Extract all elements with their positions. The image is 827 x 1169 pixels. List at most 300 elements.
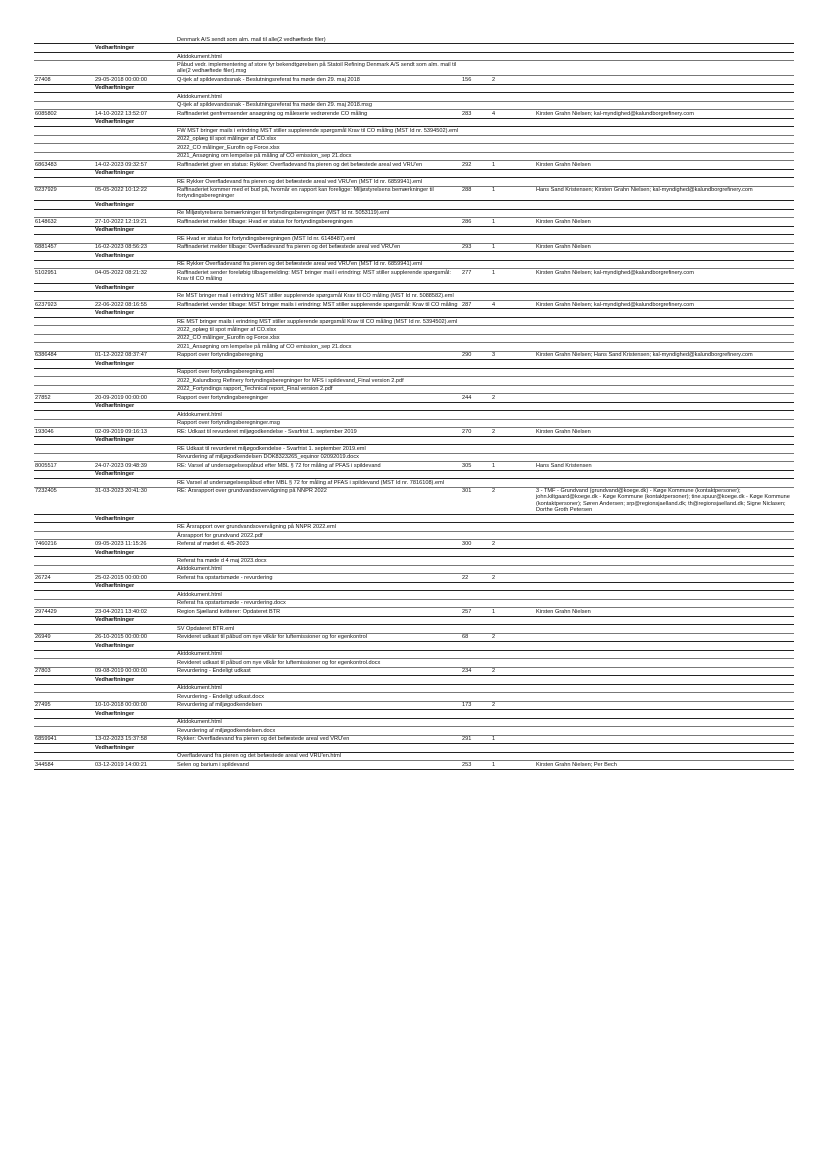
spacer	[34, 532, 176, 539]
spacer	[34, 210, 176, 217]
attachment-row	[34, 261, 794, 269]
spacer	[461, 651, 794, 658]
record-recipients	[535, 702, 794, 709]
attachments-label: Vedhæftninger	[95, 744, 135, 751]
record-id: 6881457	[35, 244, 57, 251]
attachments-label: Vedhæftninger	[95, 515, 135, 522]
record-date: 27-10-2022 12:19:21	[95, 218, 147, 225]
record-date: 14-02-2023 09:32:57	[95, 161, 147, 168]
record-row	[34, 634, 794, 642]
attachments-label: Vedhæftninger	[95, 617, 135, 624]
record-id: 6386484	[35, 352, 57, 359]
attachments-label-row	[34, 549, 794, 557]
attachment-filename: Revurdering af miljøgodkendelsen DOK8323265_equinor 02092019.docx	[177, 454, 359, 461]
record-id: 2974429	[35, 608, 57, 615]
spacer	[34, 61, 176, 75]
record-recipients: Kirsten Grahn Nielsen; kal-myndighed@kalundborgrefinery.com	[536, 269, 694, 276]
attachments-label: Vedhæftninger	[95, 549, 135, 556]
record-description: Revurdering af miljøgodkendelsen	[177, 702, 262, 709]
spacer	[461, 377, 794, 384]
record-date: 09-08-2019 00:00:00	[95, 668, 147, 675]
record-id: 8005517	[35, 462, 57, 469]
attachment-filename: Revurdering af miljøgodkendelsen.docx	[177, 727, 276, 734]
record-number: 305	[462, 462, 472, 469]
attachment-filename: Aktdokument.html	[177, 591, 222, 598]
attachments-label-row	[34, 744, 794, 752]
record-number: 244	[462, 394, 472, 401]
attachment-row	[34, 53, 794, 61]
spacer	[34, 659, 176, 666]
spacer	[461, 727, 794, 734]
spacer	[461, 753, 794, 760]
spacer	[461, 693, 794, 700]
spacer	[34, 676, 94, 683]
record-date: 04-05-2022 08:21:32	[95, 269, 147, 276]
record-attachment-count: 1	[492, 736, 496, 743]
attachments-label: Vedhæftninger	[95, 310, 135, 317]
spacer	[461, 335, 794, 342]
attachments-label-row	[34, 437, 794, 445]
attachment-row	[34, 127, 794, 135]
record-description: Referat fra opstartsmøde - revurdering	[177, 574, 273, 581]
spacer	[34, 252, 94, 259]
spacer	[34, 178, 176, 185]
record-attachment-count	[491, 36, 535, 43]
record-number: 257	[462, 608, 472, 615]
record-date: 02-09-2019 09:16:13	[95, 428, 147, 435]
record-row	[34, 702, 794, 710]
spacer	[34, 753, 176, 760]
attachments-label: Vedhæftninger	[95, 583, 135, 590]
record-attachment-count: 2	[492, 488, 496, 495]
attachment-filename: 2022_CO målinger_Eurofin og Force.xlsx	[177, 335, 280, 342]
spacer	[34, 144, 176, 151]
attachment-row	[34, 377, 794, 385]
record-description: RE: Årsrapport over grundvandsovervågning på NNPR 2022	[177, 488, 327, 495]
spacer	[34, 153, 176, 160]
attachment-row	[34, 178, 794, 186]
spacer	[34, 651, 176, 658]
spacer	[461, 445, 794, 452]
spacer	[461, 261, 794, 268]
record-description: Selen og barium i spildevand	[177, 761, 249, 768]
record-row	[34, 488, 794, 515]
record-recipients	[535, 668, 794, 675]
record-row	[34, 161, 794, 169]
attachment-filename: 2022_CO målinger_Eurofin og Force.xlsx	[177, 144, 280, 151]
record-description: Raffinaderiet giver en status: Rykker: Overfladevand fra pieren og det befæstede areal ved VRU'en	[177, 161, 423, 168]
attachment-row	[34, 625, 794, 633]
record-id	[34, 36, 94, 43]
attachments-label: Vedhæftninger	[95, 85, 135, 92]
attachment-filename: Referat fra møde d 4 maj 2023.docx	[177, 557, 267, 564]
attachment-filename: RE Udkast til revurderet miljøgodkendelse - Svarfrist 1. september 2019.eml	[177, 445, 366, 452]
record-attachment-count: 2	[492, 541, 496, 548]
record-row	[34, 218, 794, 226]
spacer	[34, 227, 94, 234]
spacer	[34, 85, 94, 92]
attachments-label-row	[34, 642, 794, 650]
record-id: 6859941	[35, 736, 57, 743]
attachment-row	[34, 343, 794, 351]
attachment-row	[34, 210, 794, 218]
spacer	[461, 343, 794, 350]
spacer	[461, 235, 794, 242]
spacer	[461, 210, 794, 217]
spacer	[34, 326, 176, 333]
attachments-label: Vedhæftninger	[95, 642, 135, 649]
spacer	[461, 318, 794, 325]
attachments-label-row	[34, 710, 794, 718]
record-recipients: Kirsten Grahn Nielsen	[536, 244, 591, 251]
record-description: RE: Varsel af undersøgelsespåbud efter MBL § 72 for måling af PFAS i spildevand	[177, 462, 381, 469]
attachment-row	[34, 153, 794, 161]
spacer	[461, 144, 794, 151]
spacer	[461, 153, 794, 160]
spacer	[461, 557, 794, 564]
spacer	[34, 235, 176, 242]
attachments-label: Vedhæftninger	[95, 403, 135, 410]
record-number	[461, 36, 491, 43]
record-date: 23-04-2021 13:40:02	[95, 608, 147, 615]
spacer	[34, 127, 176, 134]
spacer	[461, 411, 794, 418]
attachment-filename: Rapport over fortyndingsberegninger.msg	[177, 420, 280, 427]
record-date: 20-09-2019 00:00:00	[95, 394, 147, 401]
spacer	[34, 710, 94, 717]
attachments-label-row	[34, 252, 794, 260]
spacer	[34, 719, 176, 726]
attachment-filename: SV Opdateret BTR.eml	[177, 625, 235, 632]
record-number: 22	[462, 574, 469, 581]
record-recipients	[535, 394, 794, 401]
attachment-row	[34, 318, 794, 326]
spacer	[34, 445, 176, 452]
attachments-label: Vedhæftninger	[95, 227, 135, 234]
attachment-row	[34, 61, 794, 76]
attachments-label: Vedhæftninger	[95, 170, 135, 177]
record-recipients: Kirsten Grahn Nielsen	[536, 161, 591, 168]
spacer	[461, 659, 794, 666]
record-description: Raffinaderiet melder tilbage: Hvad er status for fortyndingsberegningen	[177, 218, 353, 225]
record-date	[94, 36, 176, 43]
record-row	[34, 736, 794, 744]
record-date: 03-12-2019 14:00:21	[95, 761, 147, 768]
record-id: 7232405	[35, 488, 57, 495]
attachments-label-row	[34, 583, 794, 591]
attachments-label-row	[34, 676, 794, 684]
record-row	[34, 608, 794, 616]
record-id: 6148632	[35, 218, 57, 225]
record-row	[34, 462, 794, 470]
attachment-row	[34, 454, 794, 462]
record-id: 193046	[35, 428, 54, 435]
attachments-label: Vedhæftninger	[95, 284, 135, 291]
attachment-row	[34, 532, 794, 540]
spacer	[34, 377, 176, 384]
spacer	[461, 719, 794, 726]
spacer	[461, 386, 794, 393]
spacer	[34, 44, 94, 51]
attachment-filename: 2022_oplæg til spot målinger af CO.xlsx	[177, 136, 277, 143]
record-attachment-count: 1	[492, 269, 496, 276]
record-recipients	[535, 540, 794, 547]
attachments-label-row	[34, 471, 794, 479]
record-attachment-count: 2	[492, 574, 496, 581]
record-date: 31-03-2023 20:41:30	[95, 488, 147, 495]
record-attachment-count: 1	[492, 608, 496, 615]
record-description: Revideret udkast til påbud om nye vilkår for luftemissioner og for egenkontrol	[177, 634, 367, 641]
attachment-filename: Aktdokument.html	[177, 411, 222, 418]
record-recipients	[535, 76, 794, 83]
spacer	[461, 61, 794, 75]
record-recipients	[535, 36, 794, 43]
spacer	[461, 532, 794, 539]
record-description: Denmark A/S sendt som alm. mail til alle(2 vedhæftede filer)	[177, 36, 326, 43]
record-attachment-count: 1	[492, 761, 496, 768]
record-date: 22-06-2022 08:16:55	[95, 301, 147, 308]
record-recipients: Kirsten Grahn Nielsen	[536, 218, 591, 225]
spacer	[34, 360, 94, 367]
spacer	[461, 454, 794, 461]
document-table	[34, 36, 794, 770]
record-id: 27408	[35, 76, 51, 83]
attachments-label: Vedhæftninger	[95, 201, 135, 208]
attachment-row	[34, 685, 794, 693]
record-recipients: Kirsten Grahn Nielsen; kal-myndighed@kalundborgrefinery.com	[536, 110, 694, 117]
record-id: 6863483	[35, 161, 57, 168]
record-date: 09-05-2023 11:15:26	[95, 541, 147, 548]
attachment-filename: Re Miljøstyrelsens bemærkninger til fortyndingsberegninger (MST Id nr. 5053119).eml	[177, 210, 390, 217]
record-description: Rapport over fortyndingsberegninger	[177, 394, 269, 401]
record-row	[34, 574, 794, 582]
attachments-label-row	[34, 360, 794, 368]
record-description: Region Sjælland kvitterer: Opdateret BTR	[177, 608, 281, 615]
record-attachment-count: 1	[492, 218, 496, 225]
spacer	[461, 93, 794, 100]
record-id: 5102951	[35, 269, 57, 276]
record-recipients	[535, 736, 794, 743]
attachments-label-row	[34, 227, 794, 235]
attachment-filename: 2022_oplæg til spot målinger af CO.xlsx	[177, 326, 277, 333]
attachment-row	[34, 727, 794, 735]
spacer	[34, 557, 176, 564]
attachment-row	[34, 420, 794, 428]
record-id: 344584	[35, 761, 54, 768]
attachment-row	[34, 93, 794, 101]
attachments-label: Vedhæftninger	[95, 710, 135, 717]
attachment-row	[34, 651, 794, 659]
record-attachment-count: 1	[492, 161, 496, 168]
attachments-label-row	[34, 170, 794, 178]
record-date: 10-10-2018 00:00:00	[95, 702, 147, 709]
record-description: Raffinaderiet genfremsender ansøgning og måleserie vedrørende CO måling	[177, 110, 368, 117]
spacer	[34, 693, 176, 700]
attachment-row	[34, 591, 794, 599]
spacer	[34, 515, 94, 522]
attachments-label-row	[34, 44, 794, 52]
record-row	[34, 36, 794, 44]
attachment-row	[34, 335, 794, 343]
record-id: 7460216	[35, 541, 57, 548]
attachments-label-row	[34, 617, 794, 625]
record-number: 291	[462, 736, 472, 743]
spacer	[34, 420, 176, 427]
record-recipients: Kirsten Grahn Nielsen; kal-myndighed@kalundborgrefinery.com	[536, 301, 694, 308]
attachment-filename: 2021_Ansøgning om lempelse på måling af CO emission_sep 21.docx	[177, 153, 352, 160]
attachments-label-row	[34, 515, 794, 523]
record-date: 26-10-2015 00:00:00	[95, 634, 147, 641]
attachment-filename: Aktdokument.html	[177, 93, 222, 100]
record-recipients: Kirsten Grahn Nielsen; Hans Sand Kristensen; kal-myndighed@kalundborgrefinery.com	[536, 352, 753, 359]
record-row	[34, 761, 794, 769]
spacer	[34, 454, 176, 461]
record-attachment-count: 2	[492, 634, 496, 641]
record-id: 6237929	[35, 187, 57, 194]
record-number: 234	[462, 668, 472, 675]
attachment-filename: Aktdokument.html	[177, 719, 222, 726]
spacer	[34, 744, 94, 751]
spacer	[461, 178, 794, 185]
attachments-label: Vedhæftninger	[95, 252, 135, 259]
attachment-row	[34, 523, 794, 531]
attachment-filename: RE MST bringer mails i erindring MST stiller supplerende spørgsmål Krav til CO måling (MST Id nr. 5394502).eml	[177, 318, 458, 325]
record-attachment-count: 2	[492, 668, 496, 675]
record-attachment-count: 1	[492, 187, 496, 194]
record-date: 29-05-2018 00:00:00	[95, 76, 147, 83]
record-row	[34, 540, 794, 548]
attachments-label: Vedhæftninger	[95, 119, 135, 126]
record-attachment-count: 2	[492, 702, 496, 709]
spacer	[461, 600, 794, 607]
record-attachment-count: 4	[492, 301, 496, 308]
record-recipients: Kirsten Grahn Nielsen	[536, 608, 591, 615]
record-id: 26949	[35, 634, 51, 641]
attachment-filename: 2022_Fortyndings rapport_Technical report_Final version 2.pdf	[177, 386, 333, 393]
attachments-label-row	[34, 309, 794, 317]
spacer	[34, 369, 176, 376]
spacer	[461, 292, 794, 299]
record-date: 16-02-2023 08:56:23	[95, 244, 147, 251]
record-date: 24-07-2023 09:48:39	[95, 462, 147, 469]
attachments-label-row	[34, 403, 794, 411]
record-row	[34, 110, 794, 118]
attachment-row	[34, 144, 794, 152]
attachment-row	[34, 136, 794, 144]
spacer	[461, 369, 794, 376]
record-date: 14-10-2022 13:52:07	[95, 110, 147, 117]
record-id: 27495	[35, 702, 51, 709]
spacer	[34, 411, 176, 418]
record-attachment-count: 2	[492, 428, 496, 435]
spacer	[34, 284, 94, 291]
spacer	[34, 403, 94, 410]
record-row	[34, 668, 794, 676]
spacer	[34, 309, 94, 316]
record-row	[34, 394, 794, 402]
attachment-filename: Rapport over fortyndingsberegning.eml	[177, 369, 274, 376]
record-row	[34, 428, 794, 436]
record-attachment-count: 1	[492, 244, 496, 251]
record-recipients: Kirsten Grahn Nielsen; Per Bech	[536, 761, 617, 768]
record-number: 286	[462, 218, 472, 225]
spacer	[34, 261, 176, 268]
attachment-filename: 2022_Kalundborg Refinery fortyndingsberegninger for MFS i spildevand_Final version 2.pdf	[177, 377, 404, 384]
attachment-filename: Aktdokument.html	[177, 651, 222, 658]
spacer	[461, 566, 794, 573]
attachment-row	[34, 326, 794, 334]
attachment-filename: RE Rykker Overfladevand fra pieren og det befæstede areal ved VRU'en (MST Id nr. 6859941).eml	[177, 261, 423, 268]
attachment-row	[34, 386, 794, 394]
spacer	[34, 642, 94, 649]
record-row	[34, 269, 794, 284]
attachment-row	[34, 557, 794, 565]
spacer	[461, 420, 794, 427]
attachment-row	[34, 659, 794, 667]
record-description: Revurdering - Endeligt udkast	[177, 668, 251, 675]
record-description: Q-tjek af spildevandssnak - Beslutningsreferat fra møde den 29. maj 2018	[177, 76, 360, 83]
attachment-row	[34, 719, 794, 727]
attachment-row	[34, 411, 794, 419]
attachment-filename: RE Årsrapport over grundvandsovervågning på NNPR 2022.eml	[177, 524, 336, 531]
record-id: 27803	[35, 668, 51, 675]
spacer	[34, 136, 176, 143]
record-number: 290	[462, 352, 472, 359]
spacer	[34, 549, 94, 556]
attachment-filename: RE Hvad er status for fortyndingsberegningen (MST Id nr. 6148487).eml	[177, 235, 356, 242]
attachment-row	[34, 566, 794, 574]
spacer	[461, 326, 794, 333]
attachment-row	[34, 102, 794, 110]
record-description: Referat af mødet d. 4/5-2023	[177, 541, 249, 548]
attachment-filename: Re MST bringer mail i erindring MST stiller supplerende spørgsmål Krav til CO måling (MST Id nr. 5088582).eml	[177, 293, 454, 300]
spacer	[461, 136, 794, 143]
attachments-label-row	[34, 119, 794, 127]
spacer	[34, 479, 176, 486]
attachments-label: Vedhæftninger	[95, 437, 135, 444]
attachments-label: Vedhæftninger	[95, 471, 135, 478]
attachment-filename: Referat fra opstartsmøde - revurdering.docx	[177, 600, 286, 607]
record-number: 288	[462, 187, 472, 194]
record-number: 287	[462, 301, 472, 308]
attachments-label: Vedhæftninger	[95, 676, 135, 683]
record-date: 13-02-2023 15:37:58	[95, 736, 147, 743]
record-row	[34, 352, 794, 360]
record-description: Rapport over fortyndingsberegning	[177, 352, 264, 359]
spacer	[34, 93, 176, 100]
spacer	[34, 343, 176, 350]
record-number: 68	[462, 634, 469, 641]
spacer	[461, 685, 794, 692]
attachment-filename: 2021_Ansøgning om lempelse på måling af CO emission_sep 21.docx	[177, 343, 352, 350]
attachment-filename: Overfladevand fra pieren og det befæstede areal ved VRU'en.html	[177, 753, 342, 760]
attachments-label-row	[34, 85, 794, 93]
record-date: 05-05-2022 10:12:22	[95, 187, 147, 194]
attachments-label-row	[34, 201, 794, 209]
spacer	[34, 335, 176, 342]
spacer	[34, 591, 176, 598]
record-recipients: 3 - TMF - Grundvand (grundvand@koege.dk) - Køge Kommune (kontaktpersoner); john.kiltgaard@koege.dk - Køge Kommune (kontaktpersoner); tine.spuur@koege.dk - Køge Kommune (kontaktpersoner); Søren Andersen; srp@regionsjaelland.dk; th@regionsjaelland.dk; Signe Niclasen; Dorthe Groth Petersen	[536, 488, 790, 514]
attachment-filename: RE Varsel af undersøgelsespåbud efter MBL § 72 for måling af PFAS i spildevand (MST Id nr. 7816108).eml	[177, 479, 444, 486]
record-id: 6237923	[35, 301, 57, 308]
record-number: 292	[462, 161, 472, 168]
record-number: 300	[462, 541, 472, 548]
spacer	[34, 566, 176, 573]
attachment-filename: Aktdokument.html	[177, 685, 222, 692]
record-id: 26724	[35, 574, 51, 581]
spacer	[34, 292, 176, 299]
spacer	[34, 318, 176, 325]
